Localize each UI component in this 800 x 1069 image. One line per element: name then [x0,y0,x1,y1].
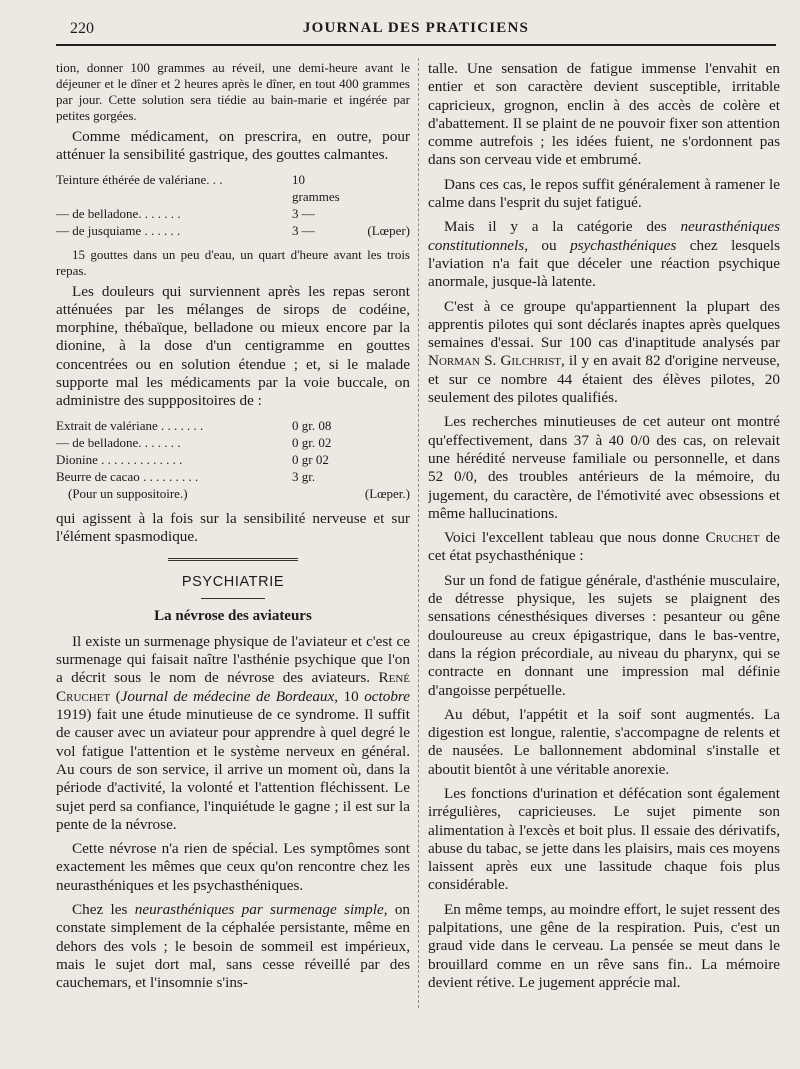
paragraph: Les fonctions d'urination et défécation sont également irrégulières, capricieuses. Le sujet pimente son alimentation à l'excès et boit plus. Il essaie des dérivatifs, abuse du tabac, se jette dans les plaisirs, mais ces moyens laissent après eux une lassitude chaque fois plus considérable. [428,784,780,894]
ingredient-name: Dionine . . . . . . . . . . . . . [56,451,183,467]
prescription-line [56,205,410,222]
section-rule [201,598,265,599]
paragraph: Comme médicament, on prescrira, en outre, pour atténuer la sensibilité gastrique, des gouttes calmantes. [56,128,410,164]
paragraph: qui agissent à la fois sur la sensibilité nerveuse et sur l'élément spasmodique. [56,509,410,545]
paragraph: tion, donner 100 grammes au réveil, une demi-heure avant le déjeuner et le dîner et 2 heures après le dîner, en tout 400 grammes par jour. Cette solution sera tiédie au bain-marie et ingérée par petites gorgées. [56,60,410,123]
section-title: PSYCHIATRIE [181,574,285,591]
ingredient-name: Beurre de cacao . . . . . . . . . [56,468,199,484]
prescription-ref [342,417,410,434]
ingredient-name: — de belladone. . . . . . . [56,434,181,450]
paragraph: Il existe un surmenage physique de l'aviateur et c'est ce surmenage qui faisait naître l'asthénie psychique que l'on a décrit sous le nom de névrose des aviateurs. René Cruchet (Journal de médecine de Bordeaux, 10 octobre 1919) fait une étude minutieuse de ce syndrome. Il suffit de causer avec un aviateur pour apprendre à quel degré le vol fatigue l'attention et le système nerveux en général. Au cours de son service, il arrive un moment où, dans la période d'activité, la volonté et l'attention fléchissent. Le sujet perd sa confiance, l'inquiétude le gagne ; il est sur la pente de la névrose. [56,632,410,833]
left-column [56,60,410,1060]
section-separator [56,558,410,563]
paragraph: Mais il y a la catégorie des neurasthéniques constitutionnels, ou psychasthéniques chez lesquels l'aviation n'a fait que déceler une réaction psychique anormale, jusque-là latente. [428,218,780,291]
ingredient-quantity: 3 — [292,222,315,238]
author-name: Norman S. Gilchrist [428,352,561,370]
author-name: René Cruchet [56,669,410,705]
paragraph: talle. Une sensation de fatigue immense l'envahit en entier et son caractère devient susceptible, irritable capricieux, grognon, enclin à des accès de colère et d'abattement. Il se plaint de ne pouvoir fixer son attention comme autrefois ; les idées fuient, ne s'ordonnent pas dans son cerveau vide et embrumé. [428,60,780,169]
prescription-ref [342,434,410,451]
prescription-ref [342,451,410,468]
prescription-ref [342,171,410,205]
ingredient-quantity: 0 gr. 02 [292,434,332,450]
page-header [56,16,776,46]
prescription-line [56,434,410,451]
paragraph: Chez les neurasthéniques par surmenage simple, on constate simplement de la céphalée persistante, même en dehors des vols ; le besoin de sommeil est impérieux, mais le sujet dort mal, sans cesse réveillé par des cauchemars, et l'insomnie s'ins- [56,901,410,992]
paragraph: Voici l'excellent tableau que nous donne Cruchet de cet état psychasthénique : [428,529,780,565]
prescription-ref: (Lœper.) [364,485,410,501]
paragraph: En même temps, au moindre effort, le sujet ressent des palpitations, une gêne de la respiration. Puis, c'est un graud vide dans le cerveau. La pensée se meut dans le brouillard comme en un rêve sans fin.. La mémoire devient rétive. Le jugement apprécie mal. [428,900,780,991]
author-name: Cruchet [705,529,760,547]
ingredient-quantity: 0 gr. 08 [292,417,332,433]
right-column [428,60,780,1060]
paragraph: Cette névrose n'a rien de spécial. Les symptômes sont exactement les mêmes que ceux qu'on rencontre chez les neurasthéniques et les psychasthéniques. [56,840,410,894]
prescription-1 [56,171,410,239]
ingredient-name: Teinture éthérée de valériane. . . [56,171,223,187]
paragraph: Les douleurs qui surviennent après les repas seront atténuées par les mélanges de sirops de codéine, morphine, thébaïque, belladone ou mieux encore par la dionine, à la dose d'un centigramme en gouttes concentrées ou en solution étendue ; et, si le malade supporte mal les médicaments par la voie buccale, on administre des supppositoires de : [56,282,410,410]
ingredient-name: — de belladone. . . . . . . [56,205,181,221]
continued-text [56,60,410,124]
ingredient-quantity: 10 grammes [292,171,340,204]
prescription-line [56,417,410,434]
journal-title: JOURNAL DES PRATICIENS [302,20,530,36]
ingredient-quantity: 0 gr 02 [292,451,329,467]
prescription-footer [56,485,410,502]
paragraph: Sur un fond de fatigue générale, d'asthénie musculaire, de détresse physique, les sujets se plaignent des sensations cénesthésiques diverses : pesanteur ou gêne douloureuse au creux épigastrique, dans le bas-ventre, dans la région précordiale, au niveau du pharynx, qui se contracte en donnant une impression mal définie d'angoisse perpétuelle. [428,571,780,699]
paragraph: Au début, l'appétit et la soif sont augmentés. La digestion est longue, ralentie, s'accompagne de relents et de nausées. Le ballonnement abdominal s'installe et aboutit bientôt à une véritable anorexie. [428,705,780,778]
journal-name: Journal de médecine de Bordeaux [120,687,335,705]
prescription-line [56,468,410,485]
ingredient-name: — de jusquiame . . . . . . [56,222,181,238]
prescription-line [56,171,410,205]
prescription-note: (Pour un suppositoire.) [68,485,188,501]
column-divider [418,58,420,1008]
article-title: La névrose des aviateurs [154,607,312,624]
paragraph: C'est à ce groupe qu'appartiennent la plupart des apprentis pilotes qui sont déclarés inaptes après quelques semaines d'essai. Sur 100 cas d'inaptitude analysés par Norman S. Gilchrist, il y en avait 82 d'origine nerveuse, et sur ce nombre 44 étaient des élèves pilotes, 20 seulement des pilotes qualifiés. [428,297,780,407]
ingredient-quantity: 3 — [292,205,315,221]
prescription-ref [342,205,410,222]
ingredient-name: Extrait de valériane . . . . . . . [56,417,204,433]
prescription-note: 15 gouttes dans un peu d'eau, un quart d'heure avant les trois repas. [56,246,410,278]
prescription-ref: (Lœper) [367,222,410,238]
paragraph: Dans ces cas, le repos suffit généralement à ramener le calme dans l'esprit du sujet fatigué. [428,175,780,212]
prescription-2 [56,417,410,485]
paragraph: Les recherches minutieuses de cet auteur ont montré qu'effectivement, dans 37 à 40 0/0 des cas, on relevait une hérédité nerveuse familiale ou personnelle, et dans 52 0/0, des troubles antérieurs de la mémoire, du jugement, du caractère, de l'émotivité avec obsessions et même hallucinations. [428,413,780,522]
ingredient-quantity: 3 gr. [292,468,316,484]
prescription-ref [342,468,410,485]
page-number: 220 [70,20,94,37]
prescription-line [56,222,410,239]
prescription-line [56,451,410,468]
